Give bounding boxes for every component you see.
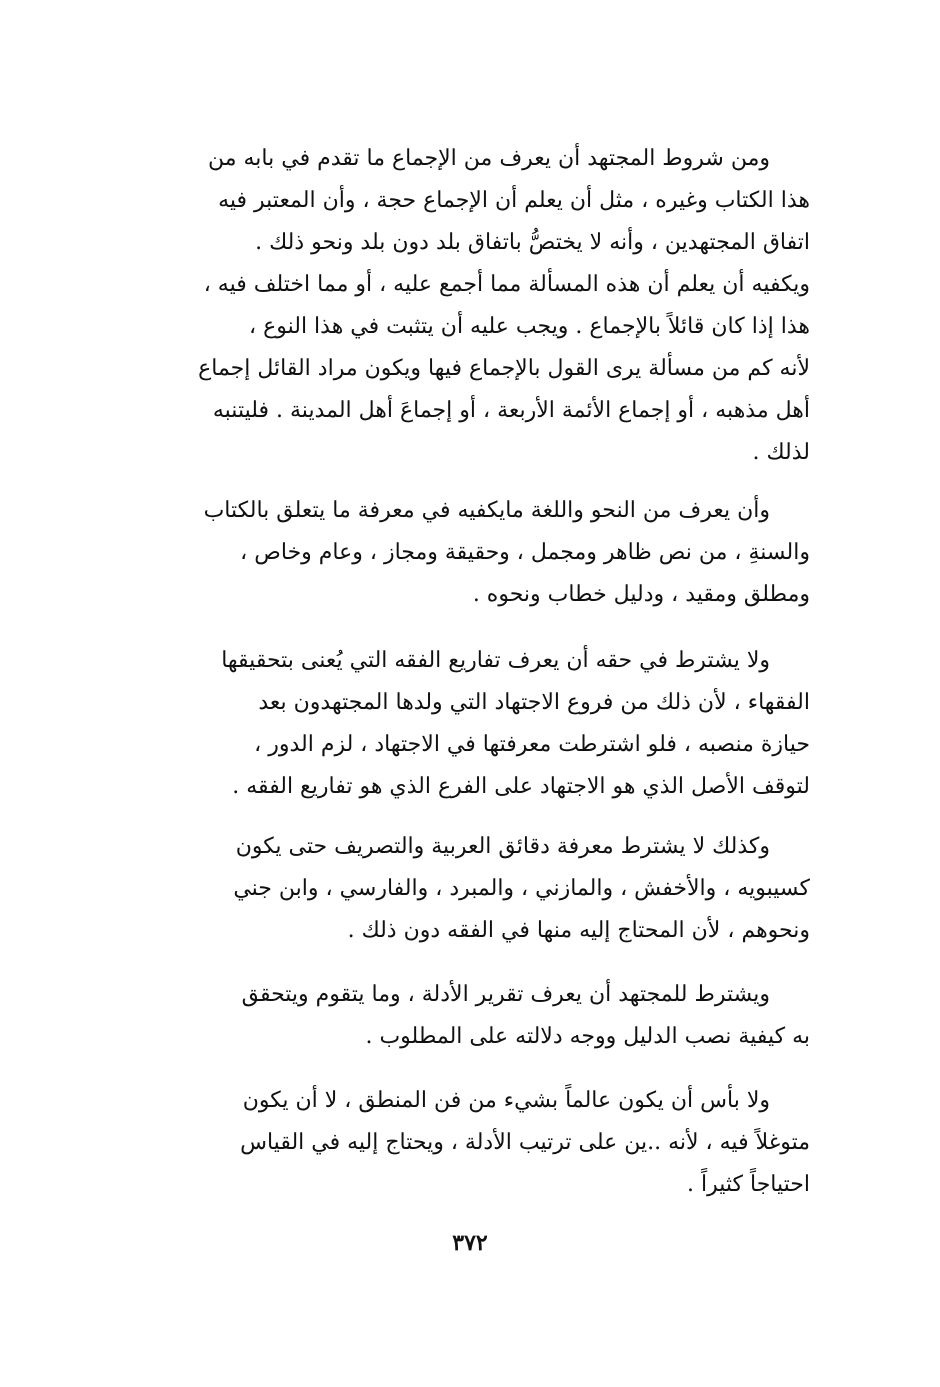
- paragraph-line: اتفاق المجتهدين ، وأنه لا يختصُّ باتفاق بلد دون بلد ونحو ذلك .: [255, 230, 810, 255]
- paragraph-line: لأنه كم من مسألة يرى القول بالإجماع فيها ويكون مراد القائل إجماع: [198, 356, 810, 381]
- paragraph-line: ولا يشترط في حقه أن يعرف تفاريع الفقه التي يُعنى بتحقيقها: [221, 648, 770, 673]
- paragraph-logic: [120, 1080, 810, 1206]
- paragraph-line: ومطلق ومقيد ، ودليل خطاب ونحوه .: [472, 582, 810, 607]
- paragraph-line: احتياجاً كثيراً .: [687, 1172, 810, 1197]
- paragraph-line: وكذلك لا يشترط معرفة دقائق العربية والتصريف حتى يكون: [235, 834, 770, 859]
- paragraph-line: والسنةِ ، من نص ظاهر ومجمل ، وحقيقة ومجاز ، وعام وخاص ،: [240, 540, 810, 565]
- paragraph-line: به كيفية نصب الدليل ووجه دلالته على المطلوب .: [365, 1024, 810, 1049]
- paragraph-line: كسيبويه ، والأخفش ، والمازني ، والمبرد ، والفارسي ، وابن جني: [233, 876, 810, 901]
- paragraph-line: الفقهاء ، لأن ذلك من فروع الاجتهاد التي ولدها المجتهدون بعد: [258, 690, 810, 715]
- paragraph-line: ولا بأس أن يكون عالماً بشيء من فن المنطق ، لا أن يكون: [242, 1088, 770, 1113]
- page-number: ٣٧٢: [452, 1230, 488, 1256]
- paragraph-line: وأن يعرف من النحو واللغة مايكفيه في معرفة ما يتعلق بالكتاب: [203, 498, 770, 523]
- paragraph-line: لذلك .: [752, 440, 810, 465]
- paragraph-line: ويشترط للمجتهد أن يعرف تقرير الأدلة ، وما يتقوم ويتحقق: [241, 982, 770, 1007]
- paragraph-line: هذا إذا كان قائلاً بالإجماع . ويجب عليه أن يتثبت في هذا النوع ،: [249, 314, 810, 339]
- paragraph-line: حيازة منصبه ، فلو اشترطت معرفتها في الاجتهاد ، لزم الدور ،: [254, 732, 810, 757]
- paragraph-evidence: [120, 974, 810, 1058]
- paragraph-furu: [120, 640, 810, 808]
- paragraph-arabic-details: [120, 826, 810, 952]
- paragraph-line: ونحوهم ، لأن المحتاج إليه منها في الفقه دون ذلك .: [347, 918, 810, 943]
- paragraph-line: ومن شروط المجتهد أن يعرف من الإجماع ما تقدم في بابه من: [207, 146, 770, 171]
- paragraph-ijma: [120, 138, 810, 474]
- paragraph-line: لتوقف الأصل الذي هو الاجتهاد على الفرع الذي هو تفاريع الفقه .: [232, 774, 810, 799]
- paragraph-line: متوغلاً فيه ، لأنه ..ين على ترتيب الأدلة ، ويحتاج إليه في القياس: [240, 1130, 810, 1155]
- paragraph-line: هذا الكتاب وغيره ، مثل أن يعلم أن الإجماع حجة ، وأن المعتبر فيه: [218, 188, 810, 213]
- paragraph-line: أهل مذهبه ، أو إجماع الأئمة الأربعة ، أو إجماعَ أهل المدينة . فليتنبه: [212, 398, 810, 423]
- paragraph-grammar: [120, 490, 810, 616]
- paragraph-line: ويكفيه أن يعلم أن هذه المسألة مما أجمع عليه ، أو مما اختلف فيه ،: [203, 272, 810, 297]
